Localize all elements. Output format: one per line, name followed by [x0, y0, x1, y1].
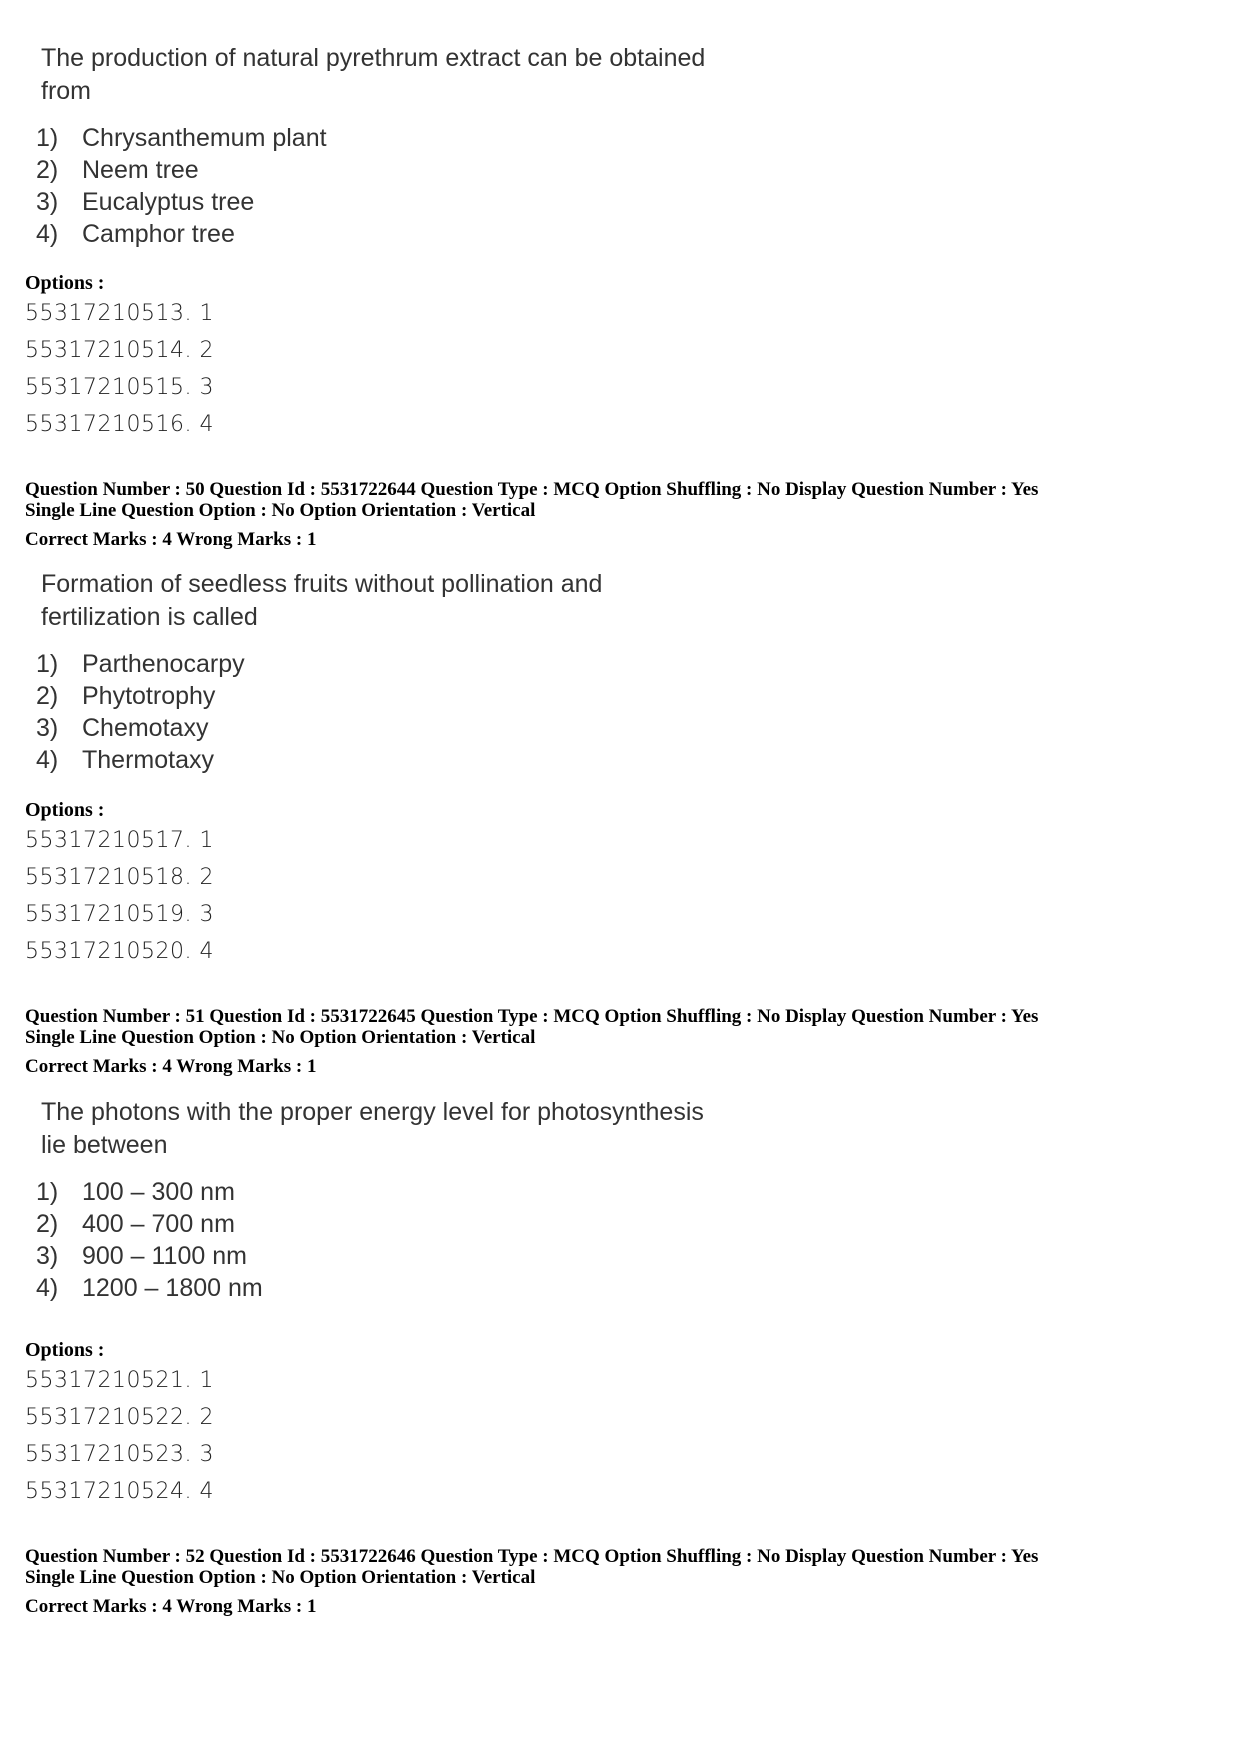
choice-item: 4) Thermotaxy: [36, 746, 214, 774]
choice-item: 1) Chrysanthemum plant: [36, 124, 327, 152]
marks-line: Correct Marks : 4 Wrong Marks : 1: [25, 1596, 317, 1617]
choice-item: 1) Parthenocarpy: [36, 650, 245, 678]
option-id: 55317210514. 2: [25, 338, 214, 363]
question-52-meta: [25, 1546, 1038, 1617]
choice-item: 2) Phytotrophy: [36, 682, 216, 710]
option-id: 55317210523. 3: [25, 1442, 214, 1467]
question-50-meta: [25, 479, 1038, 550]
question-51-meta: [25, 1006, 1038, 1077]
choice-item: 1) 100 – 300 nm: [36, 1178, 235, 1206]
choice-item: 3) Chemotaxy: [36, 714, 209, 742]
choice-item: 2) 400 – 700 nm: [36, 1210, 235, 1238]
options-heading: Options :: [25, 1339, 105, 1361]
question-49-image: [36, 42, 761, 250]
question-stem: The photons with the proper energy level for photosynthesis lie between: [41, 1098, 704, 1159]
option-id: 55317210518. 2: [25, 865, 214, 890]
question-stem: Formation of seedless fruits without pollination and fertilization is called: [41, 570, 603, 631]
choice-item: 3) Eucalyptus tree: [36, 188, 255, 216]
choice-item: 3) 900 – 1100 nm: [36, 1242, 247, 1270]
question-meta-line: Question Number : 52 Question Id : 5531722646 Question Type : MCQ Option Shuffling : No Display Question Number : Yes: [25, 1546, 1039, 1567]
option-id: 55317210521. 1: [25, 1368, 214, 1393]
question-meta-line: Question Number : 51 Question Id : 5531722645 Question Type : MCQ Option Shuffling : No Display Question Number : Yes: [25, 1006, 1039, 1027]
question-stem: The production of natural pyrethrum extract can be obtained from: [41, 44, 706, 105]
options-heading: Options :: [25, 799, 105, 821]
options-list: [25, 822, 214, 970]
options-heading: Options :: [25, 272, 105, 294]
option-id: 55317210520. 4: [25, 939, 214, 964]
marks-line: Correct Marks : 4 Wrong Marks : 1: [25, 1056, 317, 1077]
options-list: [25, 295, 214, 443]
option-id: 55317210517. 1: [25, 828, 214, 853]
question-meta-line: Single Line Question Option : No Option Orientation : Vertical: [25, 1027, 536, 1048]
choice-item: 4) Camphor tree: [36, 220, 235, 248]
choice-list: [36, 648, 761, 776]
question-50-image: [36, 568, 761, 776]
option-id: 55317210515. 3: [25, 375, 214, 400]
option-id: 55317210516. 4: [25, 412, 214, 437]
choice-item: 2) Neem tree: [36, 156, 199, 184]
option-id: 55317210522. 2: [25, 1405, 214, 1430]
choice-list: [36, 122, 761, 250]
question-51-image: [36, 1096, 761, 1304]
choice-list: [36, 1176, 761, 1304]
option-id: 55317210513. 1: [25, 301, 214, 326]
marks-line: Correct Marks : 4 Wrong Marks : 1: [25, 529, 317, 550]
choice-item: 4) 1200 – 1800 nm: [36, 1274, 263, 1302]
question-meta-line: Single Line Question Option : No Option Orientation : Vertical: [25, 1567, 536, 1588]
options-list: [25, 1362, 214, 1510]
option-id: 55317210519. 3: [25, 902, 214, 927]
question-meta-line: Question Number : 50 Question Id : 5531722644 Question Type : MCQ Option Shuffling : No Display Question Number : Yes: [25, 479, 1039, 500]
option-id: 55317210524. 4: [25, 1479, 214, 1504]
question-meta-line: Single Line Question Option : No Option Orientation : Vertical: [25, 500, 536, 521]
